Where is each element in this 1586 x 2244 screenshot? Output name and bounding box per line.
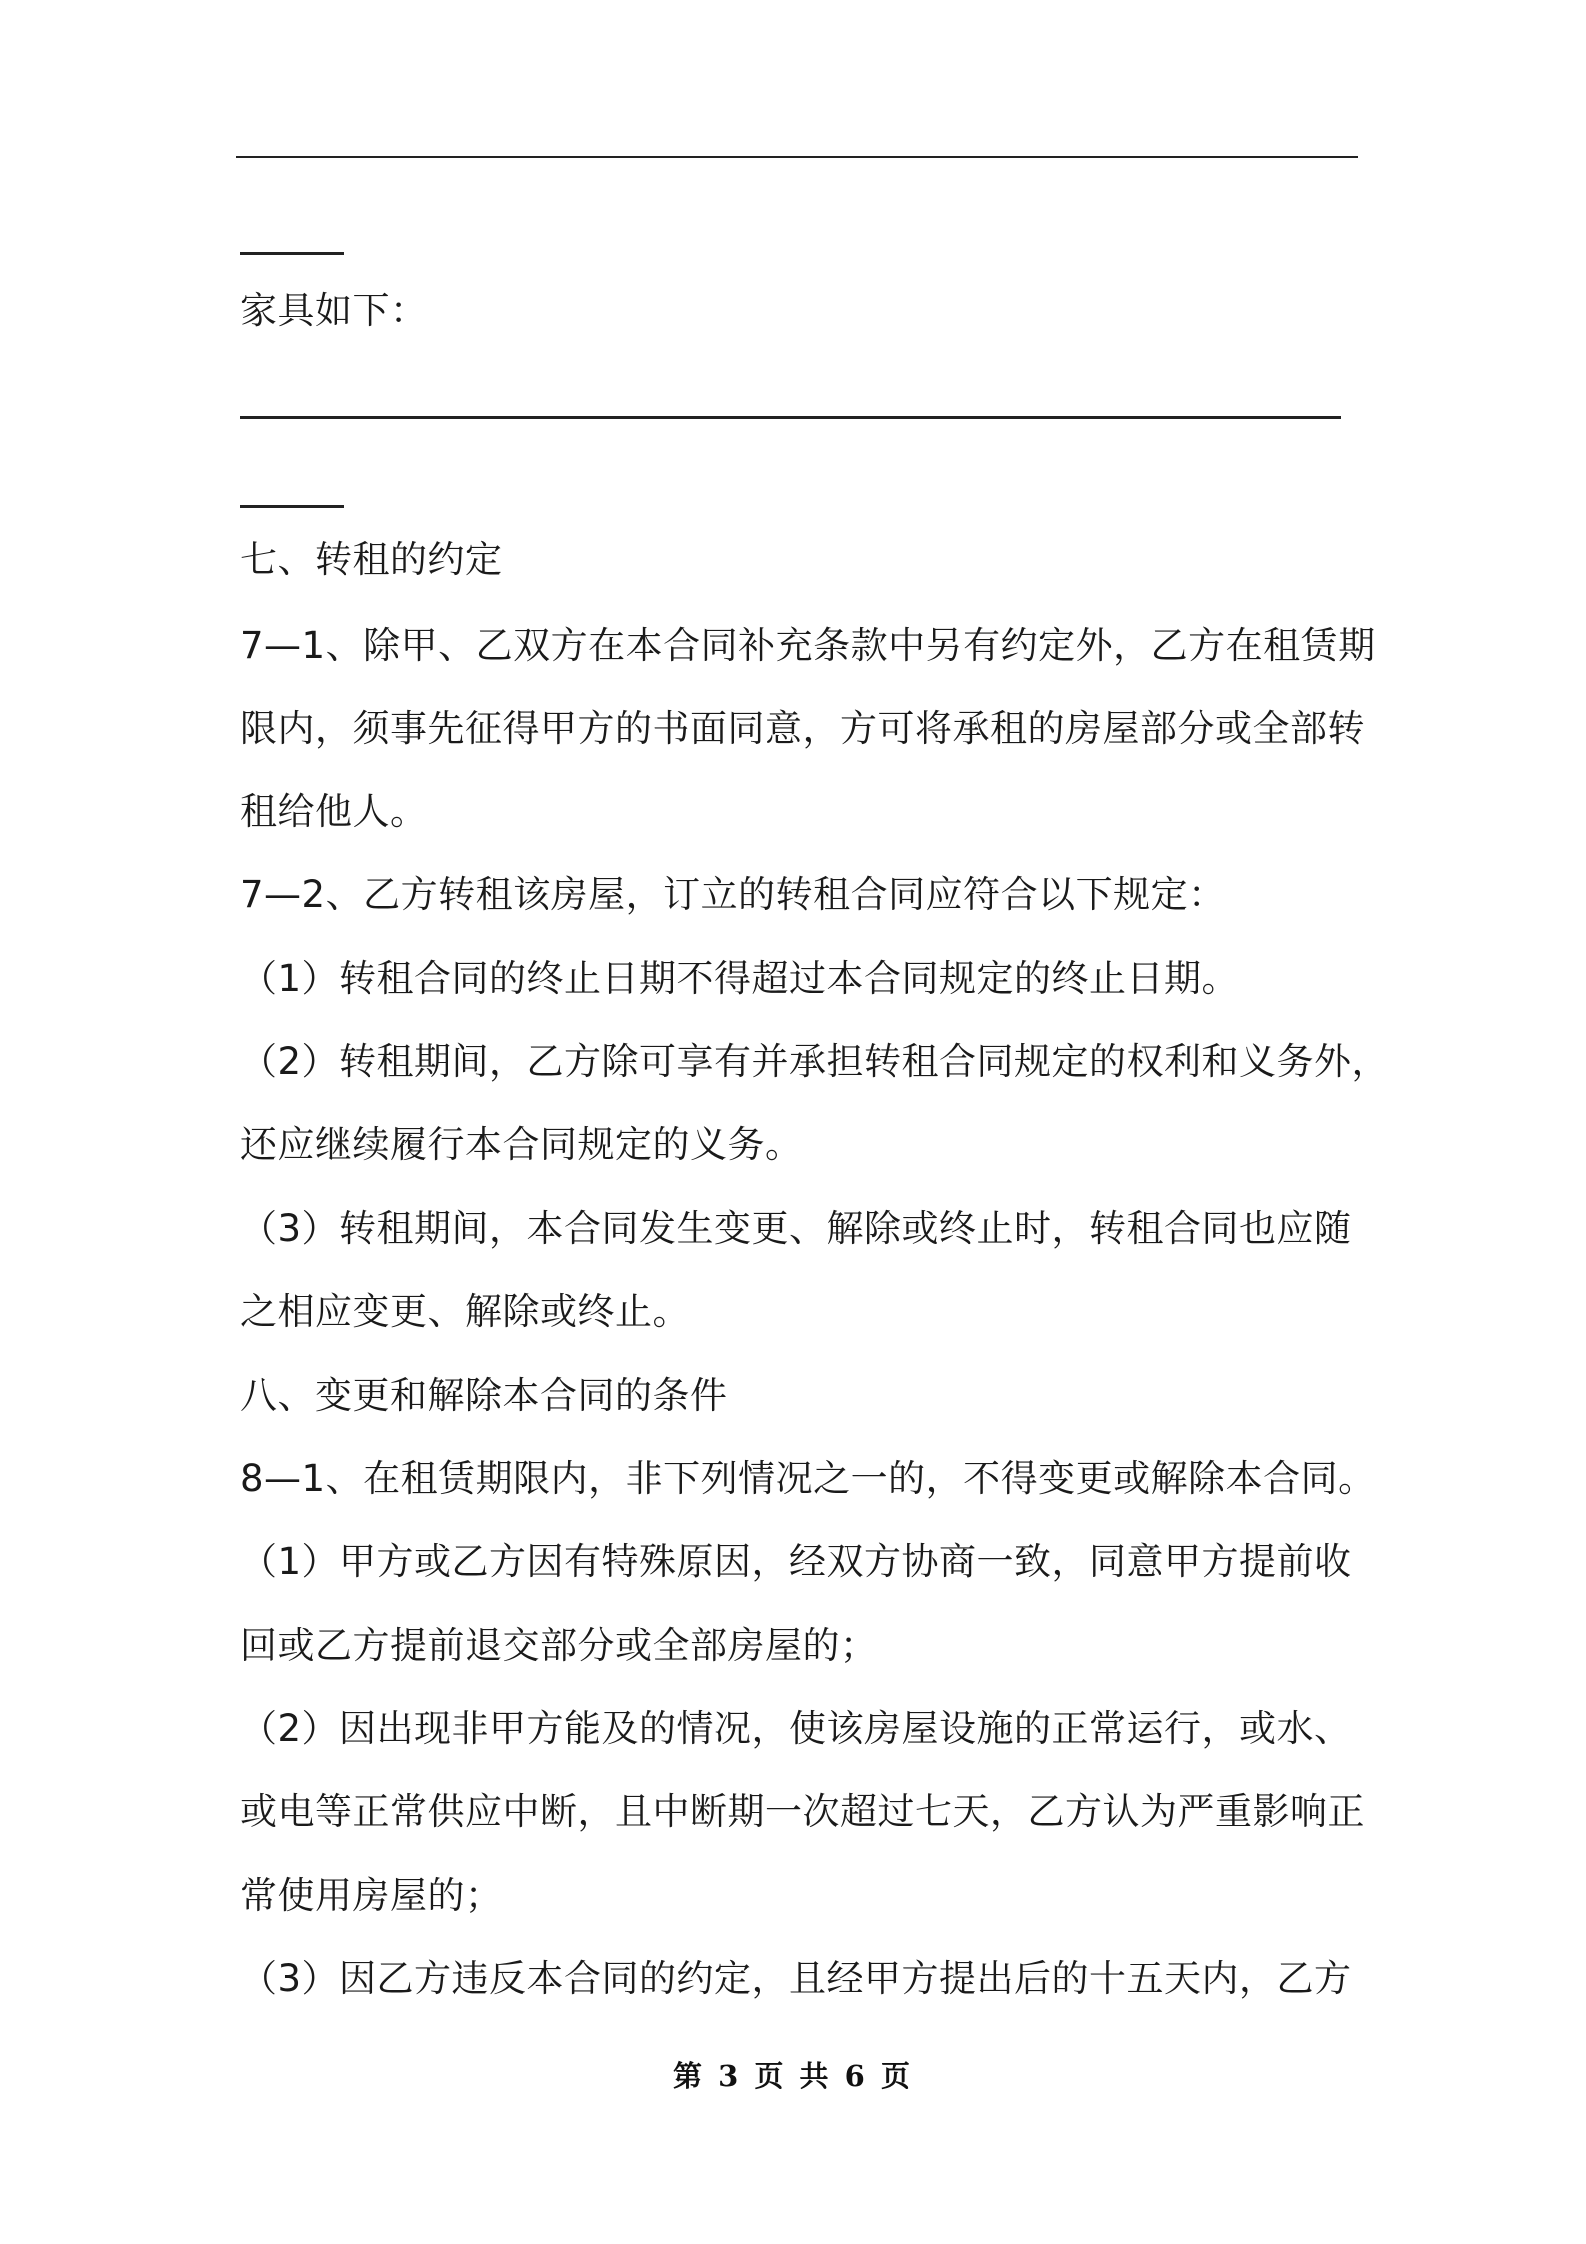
clause-line: 租给他人。 [240, 790, 428, 833]
clause-line: 还应继续履行本合同规定的义务。 [240, 1123, 803, 1166]
clause-item: （1）甲方或乙方因有特殊原因，经双方协商一致，同意甲方提前收 [240, 1540, 1352, 1583]
furniture-label: 家具如下： [240, 289, 428, 332]
fill-blank-long [240, 416, 1341, 419]
fill-blank-short [240, 252, 344, 255]
section-heading: 七、转租的约定 [240, 538, 503, 581]
clause-line: 7—1、除甲、乙双方在本合同补充条款中另有约定外，乙方在租赁期 [240, 624, 1376, 667]
clause-line: 限内，须事先征得甲方的书面同意，方可将承租的房屋部分或全部转 [240, 707, 1365, 750]
footer-prefix: 第 [673, 2059, 706, 2093]
page-footer [0, 2054, 1586, 2095]
footer-current-page: 3 [718, 2059, 742, 2093]
section-heading: 八、变更和解除本合同的条件 [240, 1374, 728, 1417]
clause-item: （3）因乙方违反本合同的约定，且经甲方提出后的十五天内，乙方 [240, 1957, 1352, 2000]
fill-blank-short [240, 505, 344, 508]
clause-line: 或电等正常供应中断，且中断期一次超过七天，乙方认为严重影响正 [240, 1790, 1365, 1833]
header-rule [236, 156, 1358, 158]
clause-item: （1）转租合同的终止日期不得超过本合同规定的终止日期。 [240, 957, 1240, 1000]
clause-item: （2）转租期间，乙方除可享有并承担转租合同规定的权利和义务外， [240, 1040, 1390, 1083]
clause-line: 7—2、乙方转租该房屋，订立的转租合同应符合以下规定： [240, 873, 1226, 916]
footer-suffix: 页 [880, 2059, 913, 2093]
clause-item: （2）因出现非甲方能及的情况，使该房屋设施的正常运行，或水、 [240, 1707, 1352, 1750]
clause-line: 回或乙方提前退交部分或全部房屋的； [240, 1624, 878, 1667]
footer-middle: 页 共 [754, 2059, 832, 2093]
clause-item: （3）转租期间，本合同发生变更、解除或终止时，转租合同也应随 [240, 1207, 1352, 1250]
footer-total-pages: 6 [844, 2059, 868, 2093]
clause-line: 之相应变更、解除或终止。 [240, 1290, 690, 1333]
clause-line: 8—1、在租赁期限内，非下列情况之一的，不得变更或解除本合同。 [240, 1457, 1376, 1500]
clause-line: 常使用房屋的； [240, 1874, 503, 1917]
